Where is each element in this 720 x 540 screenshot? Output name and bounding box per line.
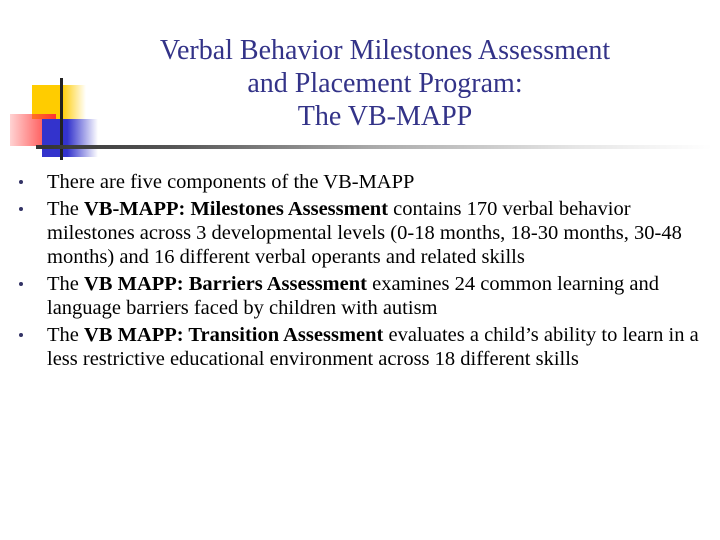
bullet-bold-text: VB MAPP: Barriers Assessment [84, 273, 367, 295]
title-line-1: Verbal Behavior Milestones Assessment [159, 35, 611, 66]
bullet-text-rest: contains 170 verbal behavior milestones across 3 developmental levels (0-18 months, 18-30 months, 30-48 months) and 16 different verbal operants and related skills [47, 198, 682, 268]
bullet-text: The [47, 198, 84, 220]
bullet-text-rest: examines 24 common learning and language barriers faced by children with autism [47, 273, 660, 319]
bullet-item-milestones [0, 197, 720, 269]
bullet-text-rest: evaluates a child’s ability to learn in a less restrictive educational environment across 18 different skills [47, 324, 699, 370]
bullet-dot-icon [19, 207, 23, 211]
bullet-text: The [47, 324, 84, 346]
slide-title [80, 34, 690, 133]
bullet-dot-icon [19, 333, 23, 337]
bullet-item-components [0, 170, 720, 194]
bullet-item-transition [0, 323, 720, 371]
title-line-3: The VB-MAPP [297, 101, 473, 132]
bullet-bold-text: VB-MAPP: Milestones Assessment [84, 198, 389, 220]
bullet-bold-text: VB MAPP: Transition Assessment [84, 324, 384, 346]
bullet-item-barriers [0, 272, 720, 320]
bullet-dot-icon [19, 282, 23, 286]
title-divider-line [36, 145, 712, 149]
title-line-2: and Placement Program: [247, 68, 523, 99]
bullet-text: There are five components of the VB-MAPP [47, 171, 415, 193]
bullet-dot-icon [19, 180, 23, 184]
bullet-text: The [47, 273, 84, 295]
bullet-list [0, 170, 720, 374]
